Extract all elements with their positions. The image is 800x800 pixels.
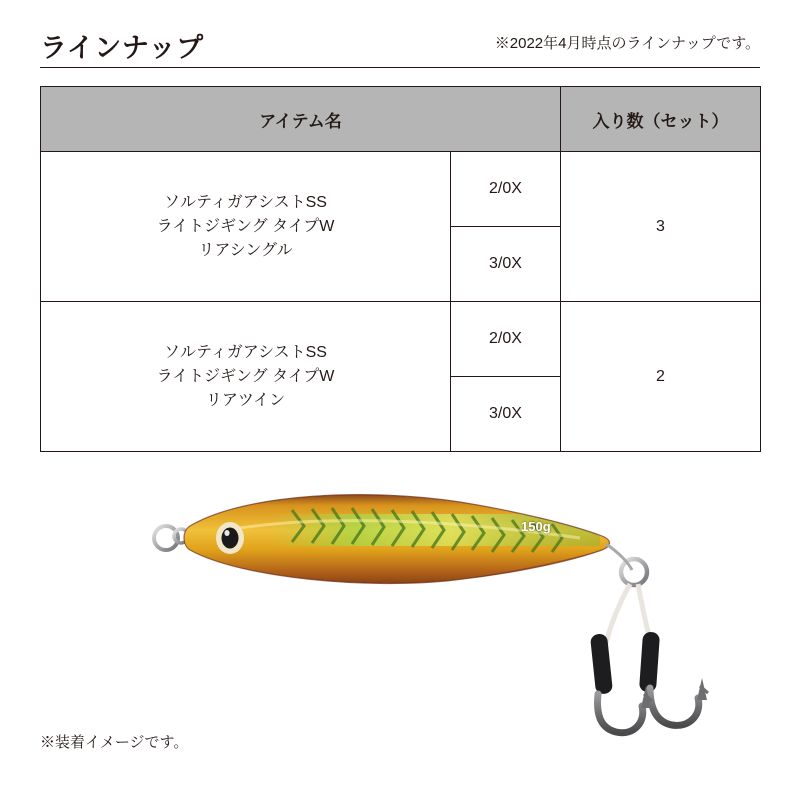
- column-header-count: 入り数（セット）: [561, 87, 761, 152]
- assist-line: [606, 584, 650, 644]
- metal-jig-lure-with-assist-hooks-icon: [40, 466, 760, 746]
- table-row: [41, 152, 761, 227]
- column-header-item-name: アイテム名: [41, 87, 561, 152]
- page-title: ラインナップ: [40, 33, 204, 63]
- cell-size: 3/0X: [451, 377, 561, 452]
- cell-count: 2: [561, 302, 761, 452]
- item-name-line-2: ライトジギング タイプW: [156, 217, 335, 235]
- cell-size: 2/0X: [451, 302, 561, 377]
- assist-hook-icon: [598, 688, 699, 733]
- cell-size: 2/0X: [451, 152, 561, 227]
- item-name-line-3: リアシングル: [198, 241, 293, 259]
- lineup-date-note: ※2022年4月時点のラインナップです。: [494, 35, 760, 52]
- page-header: [40, 0, 760, 76]
- weight-label: 150g: [521, 519, 551, 534]
- cell-size: 3/0X: [451, 227, 561, 302]
- cell-item-name: [41, 302, 451, 452]
- rear-split-ring-icon: [606, 544, 647, 585]
- cell-item-name: [41, 152, 451, 302]
- front-split-ring-icon: [154, 526, 188, 550]
- product-photo: [40, 466, 760, 751]
- item-name-line-3: リアツイン: [205, 391, 286, 409]
- table-header-row: [41, 87, 761, 152]
- item-name-line-1: ソルティガアシストSS: [164, 343, 327, 361]
- lure-eye-icon: [216, 522, 244, 554]
- lineup-table: [40, 86, 761, 452]
- photo-caption: ※装着イメージです。: [40, 734, 189, 751]
- cell-count: 3: [561, 152, 761, 302]
- header-divider: [40, 67, 760, 68]
- item-name-line-2: ライトジギング タイプW: [156, 367, 335, 385]
- item-name-line-1: ソルティガアシストSS: [164, 193, 327, 211]
- table-row: [41, 302, 761, 377]
